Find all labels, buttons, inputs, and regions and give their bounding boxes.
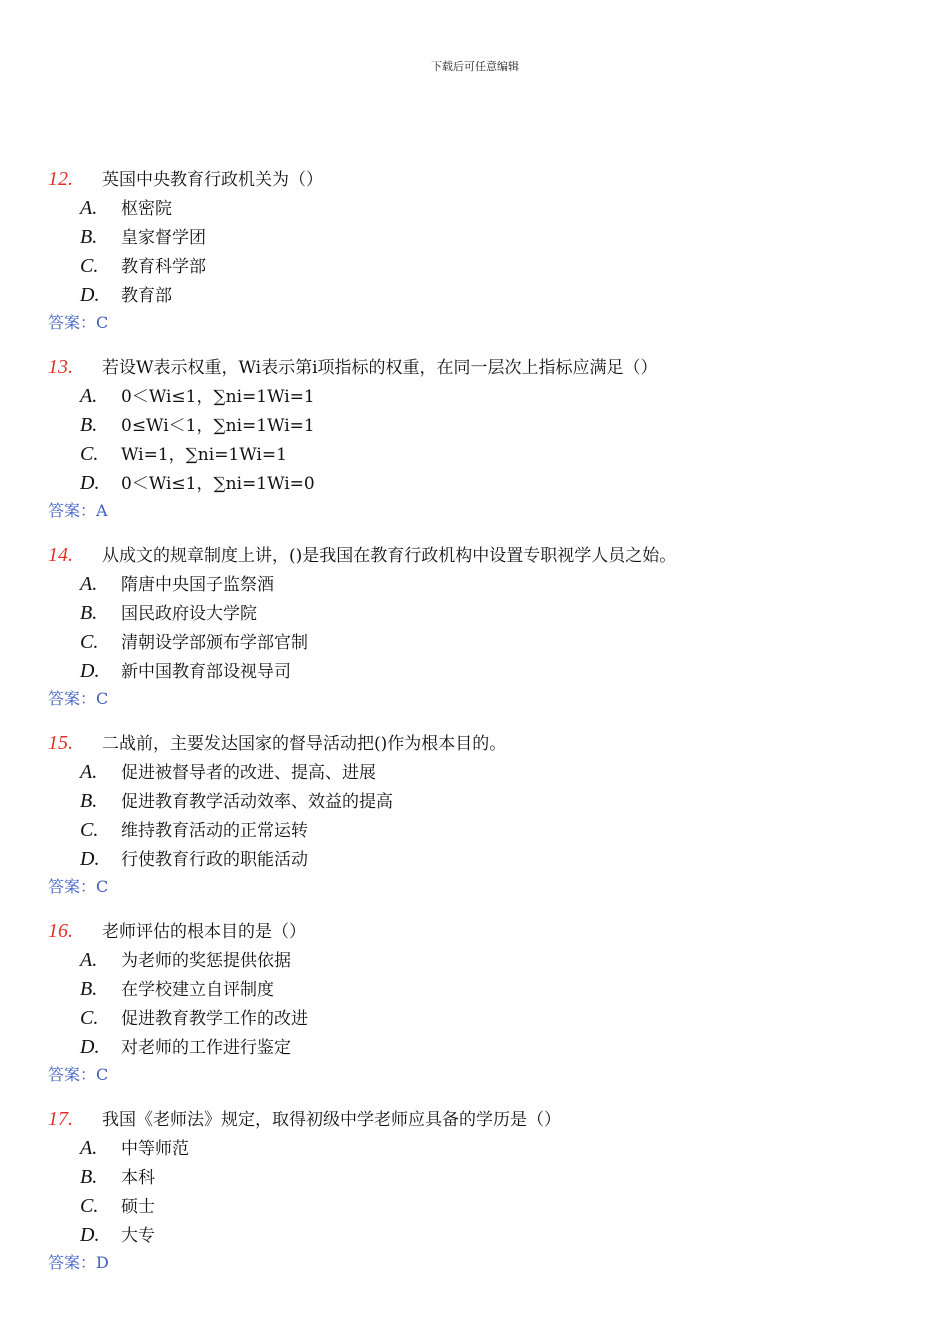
option-text: 大专	[121, 1226, 155, 1246]
question-number: 14.	[48, 544, 73, 566]
option-b	[80, 1163, 189, 1192]
option-text: 中等师范	[121, 1139, 189, 1159]
option-letter: B.	[80, 978, 98, 1000]
option-list	[80, 570, 308, 686]
option-letter: D.	[80, 284, 100, 306]
option-b	[80, 599, 308, 628]
question-text: 我国《老师法》规定，取得初级中学老师应具备的学历是（）	[102, 1110, 561, 1130]
option-a	[80, 946, 308, 975]
option-text: 枢密院	[121, 199, 172, 219]
option-letter: A.	[80, 761, 98, 783]
option-b	[80, 223, 206, 252]
option-text: 隋唐中央国子监祭酒	[121, 575, 274, 595]
option-text: 本科	[121, 1168, 155, 1188]
answer-text: 答案：D	[48, 1253, 109, 1272]
option-letter: D.	[80, 1224, 100, 1246]
option-text: Wi=1，∑ni=1Wi=1	[121, 445, 287, 465]
option-letter: A.	[80, 1137, 98, 1159]
option-d	[80, 469, 315, 498]
question-number: 16.	[48, 920, 73, 942]
question-text: 若设W表示权重，Wi表示第i项指标的权重，在同一层次上指标应满足（）	[102, 358, 658, 378]
question-number: 12.	[48, 168, 73, 190]
option-text: 维持教育活动的正常运转	[121, 821, 308, 841]
option-letter: A.	[80, 949, 98, 971]
answer-text: 答案：C	[48, 689, 109, 708]
question-text: 英国中央教育行政机关为（）	[102, 170, 323, 190]
option-list	[80, 382, 315, 498]
answer-text: 答案：C	[48, 313, 109, 332]
question-17	[0, 1105, 950, 1293]
option-letter: C.	[80, 443, 99, 465]
question-12	[0, 165, 950, 353]
option-letter: A.	[80, 385, 98, 407]
question-text: 从成文的规章制度上讲，()是我国在教育行政机构中设置专职视学人员之始。	[102, 546, 677, 566]
option-c	[80, 1192, 189, 1221]
option-list	[80, 758, 393, 874]
option-list	[80, 1134, 189, 1250]
option-d	[80, 281, 206, 310]
option-letter: D.	[80, 848, 100, 870]
option-letter: B.	[80, 226, 98, 248]
option-c	[80, 628, 308, 657]
question-text: 二战前，主要发达国家的督导活动把()作为根本目的。	[102, 734, 507, 754]
option-a	[80, 570, 308, 599]
option-d	[80, 1033, 308, 1062]
option-text: 0＜Wi≤1，∑ni=1Wi=0	[121, 474, 315, 494]
option-c	[80, 440, 315, 469]
option-text: 国民政府设大学院	[121, 604, 257, 624]
option-text: 0≤Wi＜1，∑ni=1Wi=1	[121, 416, 315, 436]
option-b	[80, 411, 315, 440]
answer-text: 答案：C	[48, 1065, 109, 1084]
question-14	[0, 541, 950, 729]
option-c	[80, 816, 393, 845]
page-header: 下载后可任意编辑	[431, 60, 519, 73]
question-16	[0, 917, 950, 1105]
option-letter: A.	[80, 197, 98, 219]
question-stem	[48, 541, 676, 569]
option-d	[80, 845, 393, 874]
answer-text: 答案：C	[48, 877, 109, 896]
question-stem	[48, 165, 323, 193]
option-text: 对老师的工作进行鉴定	[121, 1038, 291, 1058]
option-c	[80, 1004, 308, 1033]
option-text: 教育部	[121, 286, 172, 306]
option-letter: C.	[80, 1195, 99, 1217]
option-letter: C.	[80, 255, 99, 277]
question-stem	[48, 729, 506, 757]
option-letter: D.	[80, 1036, 100, 1058]
question-text: 老师评估的根本目的是（）	[102, 922, 306, 942]
question-15	[0, 729, 950, 917]
option-letter: B.	[80, 602, 98, 624]
option-a	[80, 382, 315, 411]
question-number: 17.	[48, 1108, 73, 1130]
option-letter: D.	[80, 660, 100, 682]
option-text: 皇家督学团	[121, 228, 206, 248]
option-text: 硕士	[121, 1197, 155, 1217]
option-d	[80, 1221, 189, 1250]
option-letter: B.	[80, 1166, 98, 1188]
option-letter: C.	[80, 819, 99, 841]
option-d	[80, 657, 308, 686]
option-b	[80, 787, 393, 816]
option-text: 清朝设学部颁布学部官制	[121, 633, 308, 653]
option-text: 促进被督导者的改进、提高、进展	[121, 763, 376, 783]
question-list	[0, 165, 950, 1293]
option-letter: D.	[80, 472, 100, 494]
option-text: 行使教育行政的职能活动	[121, 850, 308, 870]
option-text: 教育科学部	[121, 257, 206, 277]
option-text: 促进教育教学工作的改进	[121, 1009, 308, 1029]
option-a	[80, 758, 393, 787]
option-letter: B.	[80, 790, 98, 812]
option-a	[80, 1134, 189, 1163]
option-a	[80, 194, 206, 223]
option-letter: A.	[80, 573, 98, 595]
option-letter: B.	[80, 414, 98, 436]
question-number: 15.	[48, 732, 73, 754]
option-text: 为老师的奖惩提供依据	[121, 951, 291, 971]
question-13	[0, 353, 950, 541]
question-stem	[48, 353, 658, 381]
option-list	[80, 194, 206, 310]
option-letter: C.	[80, 1007, 99, 1029]
option-text: 促进教育教学活动效率、效益的提高	[121, 792, 393, 812]
question-number: 13.	[48, 356, 73, 378]
question-stem	[48, 1105, 561, 1133]
option-letter: C.	[80, 631, 99, 653]
answer-text: 答案：A	[48, 501, 108, 520]
option-c	[80, 252, 206, 281]
option-b	[80, 975, 308, 1004]
option-text: 在学校建立自评制度	[121, 980, 274, 1000]
question-stem	[48, 917, 306, 945]
option-list	[80, 946, 308, 1062]
option-text: 0＜Wi≤1，∑ni=1Wi=1	[121, 387, 315, 407]
option-text: 新中国教育部设视导司	[121, 662, 291, 682]
